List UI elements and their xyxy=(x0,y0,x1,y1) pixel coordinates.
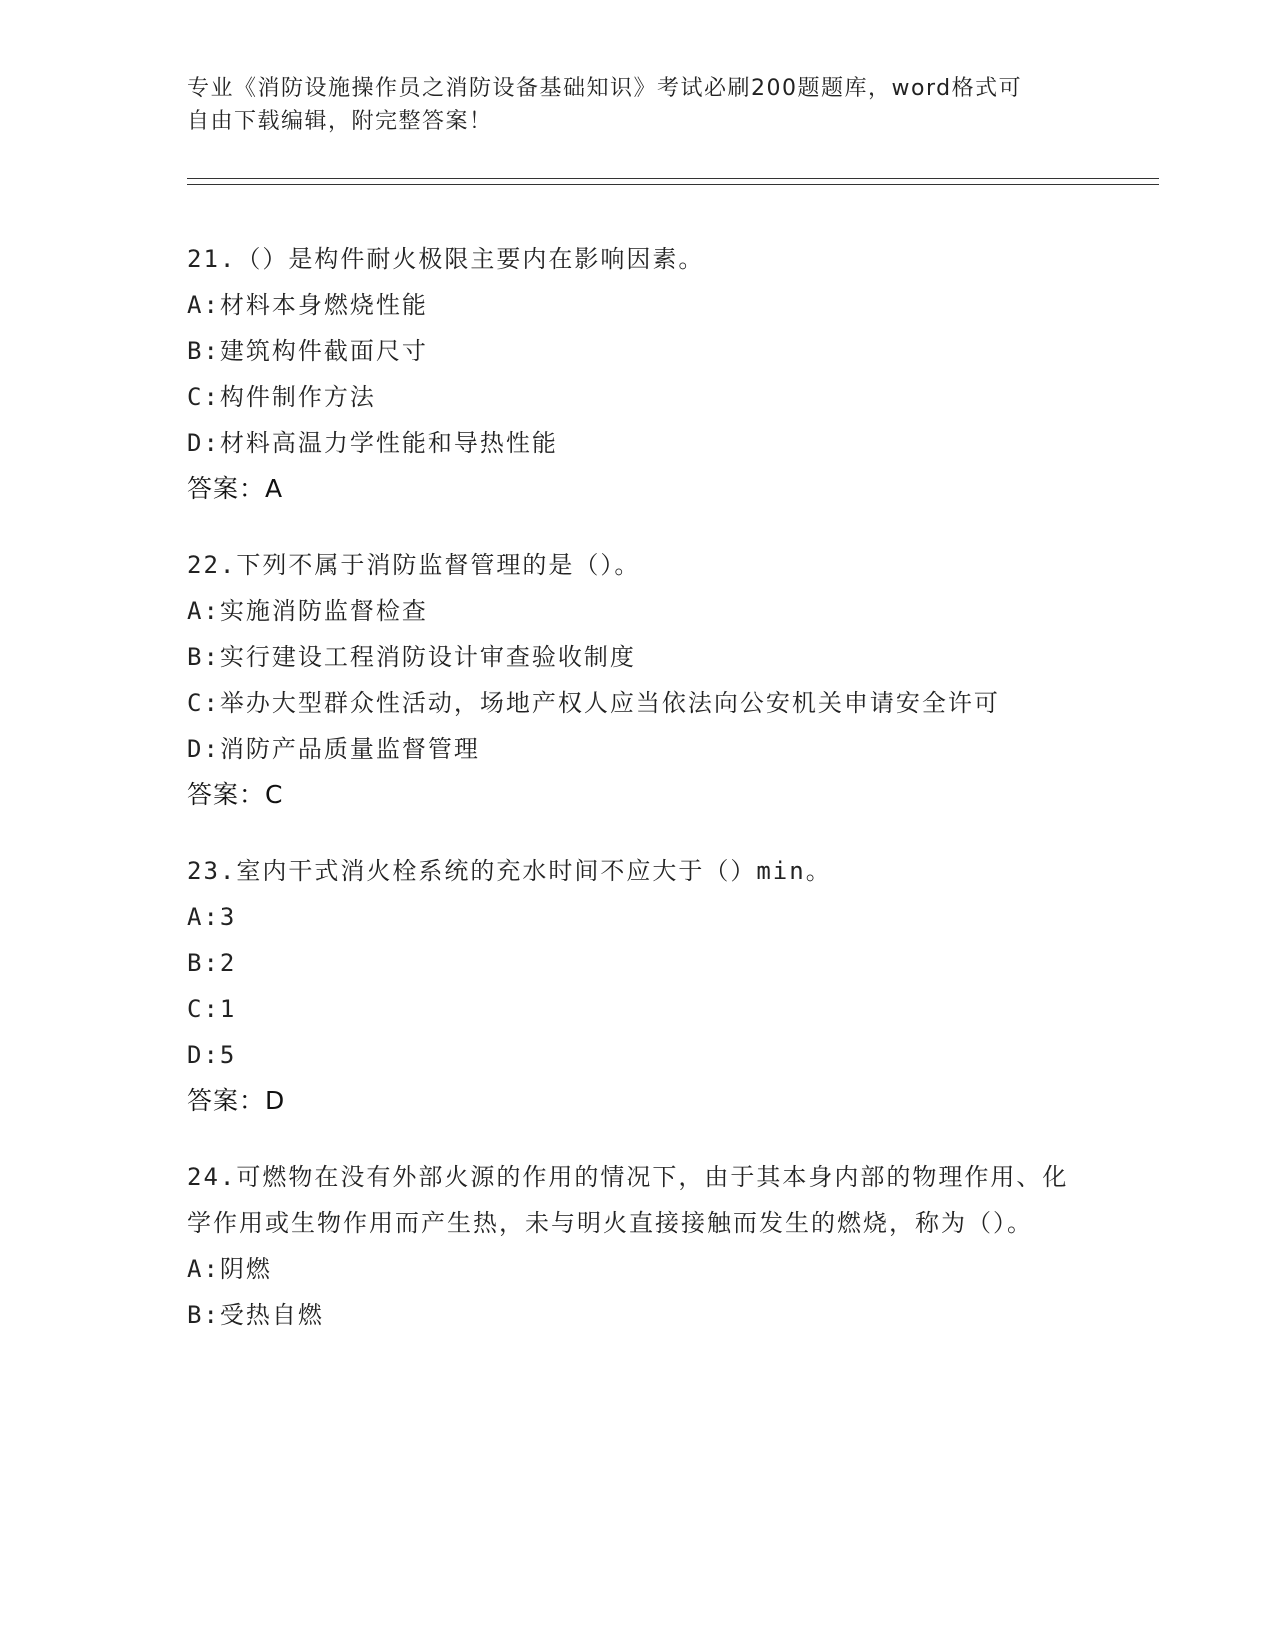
option-letter: D: xyxy=(187,1041,220,1069)
question-text: 21.（）是构件耐火极限主要内在影响因素。 xyxy=(187,245,705,273)
option-d xyxy=(187,1032,1087,1078)
option-text: 受热自燃 xyxy=(219,1301,324,1329)
answer-text: 答案：A xyxy=(187,474,284,503)
option-d xyxy=(187,726,1087,772)
option-text: 1 xyxy=(219,995,237,1023)
option-a xyxy=(187,282,1087,328)
option-text: 3 xyxy=(219,903,237,931)
option-letter: B: xyxy=(187,949,220,977)
option-letter: A: xyxy=(187,597,220,625)
question-list xyxy=(187,236,1087,1368)
answer-text: 答案：C xyxy=(187,780,284,809)
option-text: 实施消防监督检查 xyxy=(219,597,428,625)
question-text: 24.可燃物在没有外部火源的作用的情况下，由于其本身内部的物理作用、化学作用或生物作用而产生热，未与明火直接接触而发生的燃烧，称为（）。 xyxy=(187,1163,1069,1237)
document-header xyxy=(187,72,1067,138)
option-letter: C: xyxy=(187,689,220,717)
option-a xyxy=(187,894,1087,940)
option-letter: D: xyxy=(187,735,220,763)
option-letter: B: xyxy=(187,1301,220,1329)
answer-text: 答案：D xyxy=(187,1086,286,1115)
option-letter: D: xyxy=(187,429,220,457)
option-b xyxy=(187,1292,1087,1338)
option-c xyxy=(187,680,1087,726)
option-d xyxy=(187,420,1087,466)
question-text: 23.室内干式消火栓系统的充水时间不应大于（）min。 xyxy=(187,857,832,885)
question-23 xyxy=(187,848,1087,1124)
option-b xyxy=(187,634,1087,680)
option-text: 实行建设工程消防设计审查验收制度 xyxy=(219,643,636,671)
header-line-1: 专业《消防设施操作员之消防设备基础知识》考试必刷200题题库，word格式可 xyxy=(187,76,1023,101)
option-letter: B: xyxy=(187,337,220,365)
option-c xyxy=(187,986,1087,1032)
question-text: 22.下列不属于消防监督管理的是（）。 xyxy=(187,551,641,579)
question-22 xyxy=(187,542,1087,818)
option-text: 构件制作方法 xyxy=(219,383,376,411)
option-letter: A: xyxy=(187,1255,220,1283)
option-a xyxy=(187,1246,1087,1292)
option-text: 材料高温力学性能和导热性能 xyxy=(219,429,558,457)
option-c xyxy=(187,374,1087,420)
option-text: 建筑构件截面尺寸 xyxy=(219,337,428,365)
header-line-2: 自由下载编辑，附完整答案！ xyxy=(187,109,493,134)
option-letter: B: xyxy=(187,643,220,671)
option-a xyxy=(187,588,1087,634)
option-letter: A: xyxy=(187,291,220,319)
option-text: 消防产品质量监督管理 xyxy=(219,735,480,763)
header-divider-top xyxy=(187,178,1159,179)
option-b xyxy=(187,940,1087,986)
option-text: 材料本身燃烧性能 xyxy=(219,291,428,319)
option-text: 5 xyxy=(219,1041,237,1069)
option-text: 2 xyxy=(219,949,237,977)
question-21 xyxy=(187,236,1087,512)
option-letter: A: xyxy=(187,903,220,931)
option-letter: C: xyxy=(187,995,220,1023)
option-text: 阴燃 xyxy=(219,1255,272,1283)
option-letter: C: xyxy=(187,383,220,411)
option-text: 举办大型群众性活动，场地产权人应当依法向公安机关申请安全许可 xyxy=(219,689,1000,717)
header-divider-bottom xyxy=(187,184,1159,185)
question-24 xyxy=(187,1154,1087,1338)
option-b xyxy=(187,328,1087,374)
